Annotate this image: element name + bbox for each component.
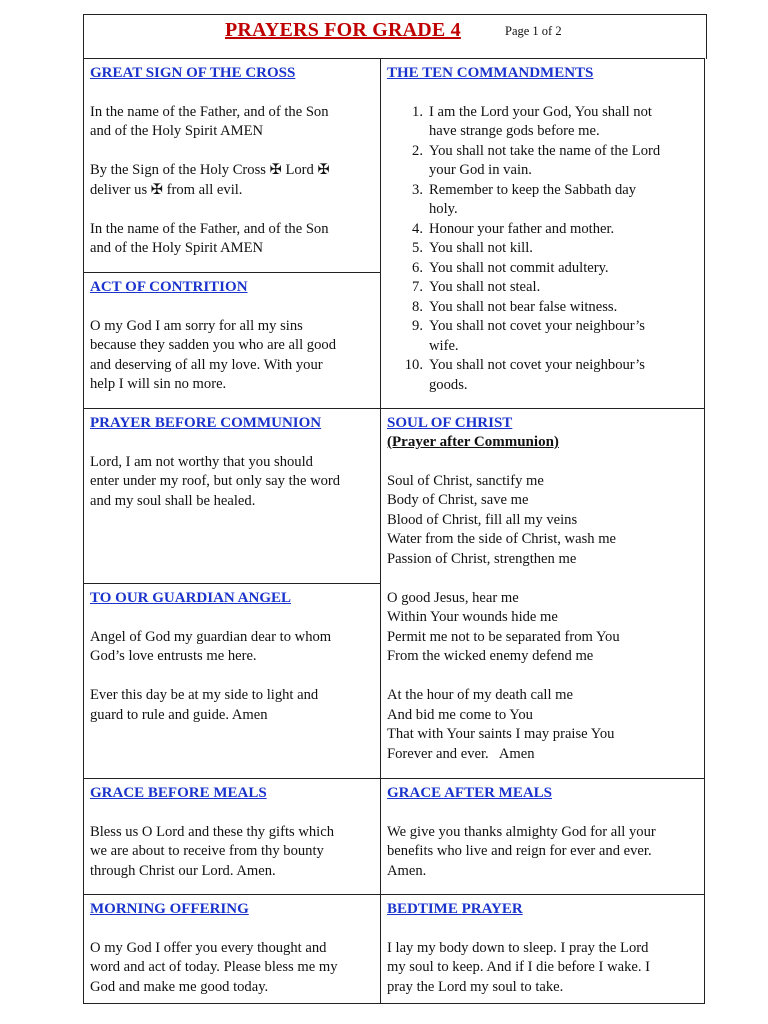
soul-of-christ-line: Passion of Christ, strengthen me: [387, 550, 577, 567]
grace-after-line: Amen.: [387, 862, 427, 879]
page-title: PRAYERS FOR GRADE 4: [225, 19, 461, 41]
sign-of-cross-line: In the name of the Father, and of the Son: [90, 103, 329, 120]
commandment-item: 2. You shall not take the name of the Lord your God in vain.: [412, 142, 661, 178]
grace-after-heading: GRACE AFTER MEALS: [387, 785, 553, 801]
soul-of-christ-line: And bid me come to You: [387, 706, 533, 723]
grace-before-cell: [83, 778, 381, 895]
grace-before-line: we are about to receive from thy bounty: [90, 843, 324, 859]
commandment-item: 9. You shall not covet your neighbour’s wife.: [412, 318, 645, 354]
soul-of-christ-line: O good Jesus, hear me: [387, 589, 519, 606]
grace-before-heading: GRACE BEFORE MEALS: [90, 785, 267, 801]
bedtime-line: my soul to keep. And if I die before I wake. I: [387, 959, 651, 975]
commandments-cell: [380, 58, 705, 409]
commandment-item: 4. Honour your father and mother.: [412, 220, 615, 237]
guardian-angel-line: guard to rule and guide. Amen: [90, 706, 268, 723]
bedtime-line: I lay my body down to sleep. I pray the Lord: [387, 939, 649, 956]
contrition-line: help I will sin no more.: [90, 376, 227, 392]
bedtime-cell: [380, 894, 705, 1004]
sign-of-cross-line: deliver us ✠ from all evil.: [90, 181, 243, 198]
commandment-item: 5. You shall not kill.: [412, 240, 533, 256]
soul-of-christ-cell: [380, 408, 705, 779]
before-communion-line: enter under my roof, but only say the word: [90, 473, 341, 489]
morning-offering-cell: [83, 894, 381, 1004]
soul-of-christ-line: From the wicked enemy defend me: [387, 648, 594, 664]
contrition-line: O my God I am sorry for all my sins: [90, 317, 303, 334]
page-number: Page 1 of 2: [505, 24, 562, 38]
soul-of-christ-line: Water from the side of Christ, wash me: [387, 531, 617, 547]
sign-of-cross-line: In the name of the Father, and of the Son: [90, 220, 329, 237]
before-communion-line: and my soul shall be healed.: [90, 492, 256, 509]
soul-of-christ-subheading: (Prayer after Communion): [387, 434, 559, 450]
title-row: [83, 14, 707, 59]
guardian-angel-heading: TO OUR GUARDIAN ANGEL: [90, 590, 291, 606]
commandment-item: 3. Remember to keep the Sabbath day holy.: [412, 181, 637, 217]
soul-of-christ-line: Body of Christ, save me: [387, 492, 529, 508]
contrition-cell: [83, 272, 381, 409]
morning-offering-line: O my God I offer you every thought and: [90, 939, 327, 956]
sign-of-cross-line: By the Sign of the Holy Cross ✠ Lord ✠: [90, 162, 330, 178]
soul-of-christ-line: Blood of Christ, fill all my veins: [387, 511, 578, 528]
commandment-item: 1. I am the Lord your God, You shall not have strange gods before me.: [412, 103, 652, 139]
soul-of-christ-line: Within Your wounds hide me: [387, 609, 558, 625]
sign-of-cross-heading: GREAT SIGN OF THE CROSS: [90, 65, 296, 81]
prayer-sheet: [83, 14, 707, 1004]
morning-offering-line: God and make me good today.: [90, 978, 269, 995]
grace-after-line: benefits who live and reign for ever and ever.: [387, 843, 652, 859]
bedtime-heading: BEDTIME PRAYER: [387, 901, 523, 917]
morning-offering-heading: MORNING OFFERING: [90, 901, 249, 917]
morning-offering-line: word and act of today. Please bless me my: [90, 959, 338, 975]
grace-after-line: We give you thanks almighty God for all your: [387, 823, 656, 840]
guardian-angel-line: Ever this day be at my side to light and: [90, 687, 319, 703]
before-communion-heading: PRAYER BEFORE COMMUNION: [90, 415, 322, 431]
contrition-line: and deserving of all my love. With your: [90, 356, 323, 373]
commandment-item: 7. You shall not steal.: [412, 279, 541, 295]
soul-of-christ-heading: SOUL OF CHRIST: [387, 415, 513, 431]
commandment-item: 6. You shall not commit adultery.: [412, 259, 609, 276]
before-communion-line: Lord, I am not worthy that you should: [90, 453, 313, 470]
soul-of-christ-line: Forever and ever. Amen: [387, 745, 535, 762]
guardian-angel-line: Angel of God my guardian dear to whom: [90, 628, 332, 645]
before-communion-cell: [83, 408, 381, 584]
grace-before-line: Bless us O Lord and these thy gifts which: [90, 823, 335, 840]
sign-of-cross-line: and of the Holy Spirit AMEN: [90, 123, 264, 139]
commandments-heading: THE TEN COMMANDMENTS: [387, 65, 594, 81]
guardian-angel-cell: [83, 583, 381, 779]
sign-of-cross-cell: [83, 58, 381, 273]
commandment-item: 8. You shall not bear false witness.: [412, 298, 618, 315]
bedtime-line: pray the Lord my soul to take.: [387, 978, 564, 995]
soul-of-christ-line: Soul of Christ, sanctify me: [387, 472, 544, 489]
contrition-heading: ACT OF CONTRITION: [90, 279, 248, 295]
soul-of-christ-line: That with Your saints I may praise You: [387, 726, 615, 742]
soul-of-christ-line: Permit me not to be separated from You: [387, 628, 620, 645]
commandments-list: [387, 103, 698, 396]
contrition-line: because they sadden you who are all good: [90, 337, 336, 353]
grace-after-cell: [380, 778, 705, 895]
commandment-item: 10. You shall not covet your neighbour’s goods.: [404, 357, 645, 393]
sign-of-cross-line: and of the Holy Spirit AMEN: [90, 240, 264, 256]
grace-before-line: through Christ our Lord. Amen.: [90, 862, 276, 879]
soul-of-christ-line: At the hour of my death call me: [387, 687, 574, 703]
guardian-angel-line: God’s love entrusts me here.: [90, 648, 257, 664]
